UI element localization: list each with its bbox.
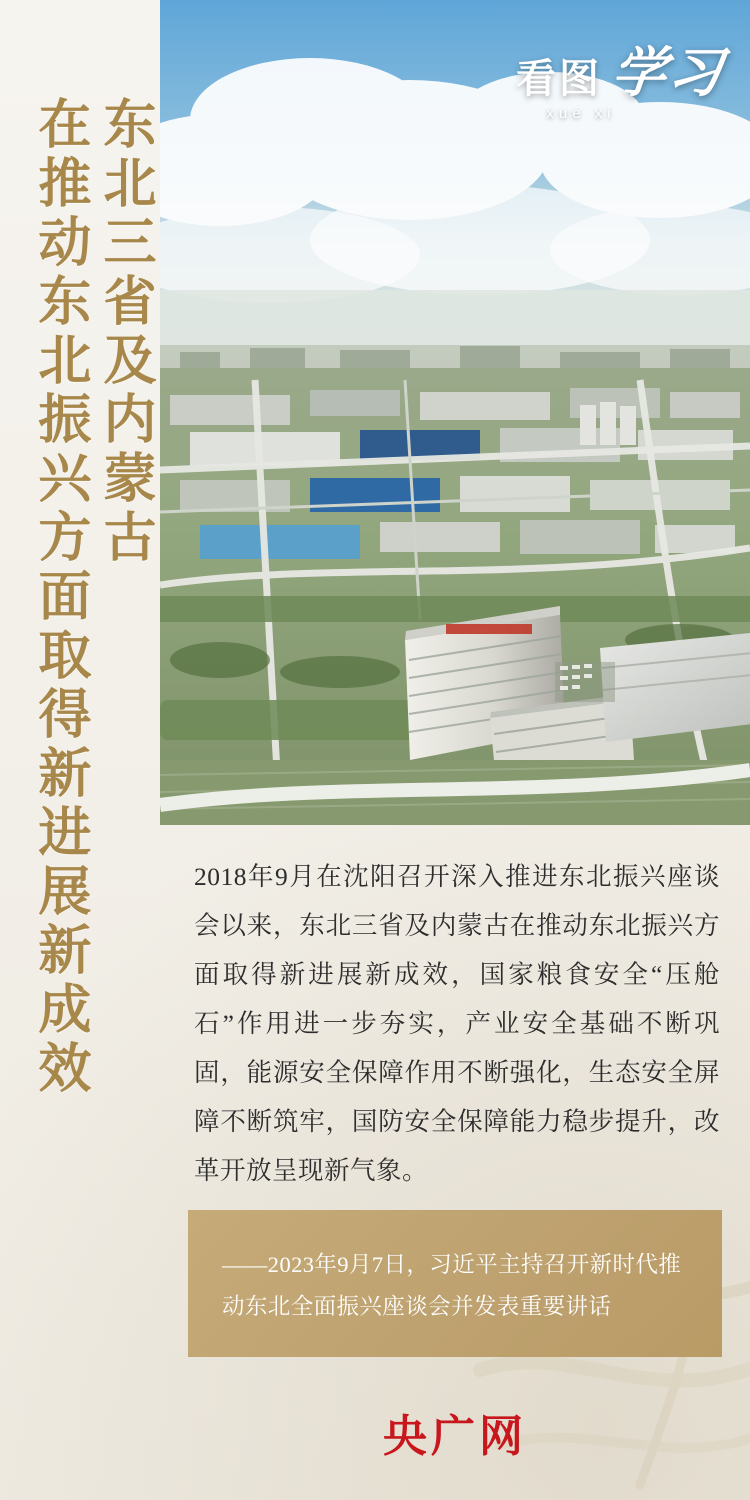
footer (160, 1400, 750, 1464)
attribution-band: ——2023年9月7日，习近平主持召开新时代推动东北全面振兴座谈会并发表重要讲话 (188, 1210, 722, 1357)
page-title-main: 东北三省及内蒙古 (96, 96, 154, 568)
brand-pinyin-text: xue xi (546, 105, 616, 123)
content-column (160, 0, 750, 1500)
quote-text: 2018年9月在沈阳召开深入推进东北振兴座谈会以来，东北三省及内蒙古在推动东北振兴方面取得新进展新成效，国家粮食安全“压舱石”作用进一步夯实，产业安全基础不断巩固，能源安全保障作用不断强化，生态安全屏障不断筑牢，国防安全保障能力稳步提升，改革开放呈现新气象。 (194, 862, 720, 1185)
cnr-logo: 央广网 (383, 1412, 527, 1461)
page-title-sub: 在推动东北振兴方面取得新进展新成效 (30, 96, 89, 1099)
vertical-title (0, 0, 160, 1100)
hero-image (160, 0, 750, 825)
brand-logo (516, 43, 728, 123)
brand-kantu-text: 看图 (516, 56, 602, 102)
brand-xuexi-text: 学习 (608, 43, 728, 103)
